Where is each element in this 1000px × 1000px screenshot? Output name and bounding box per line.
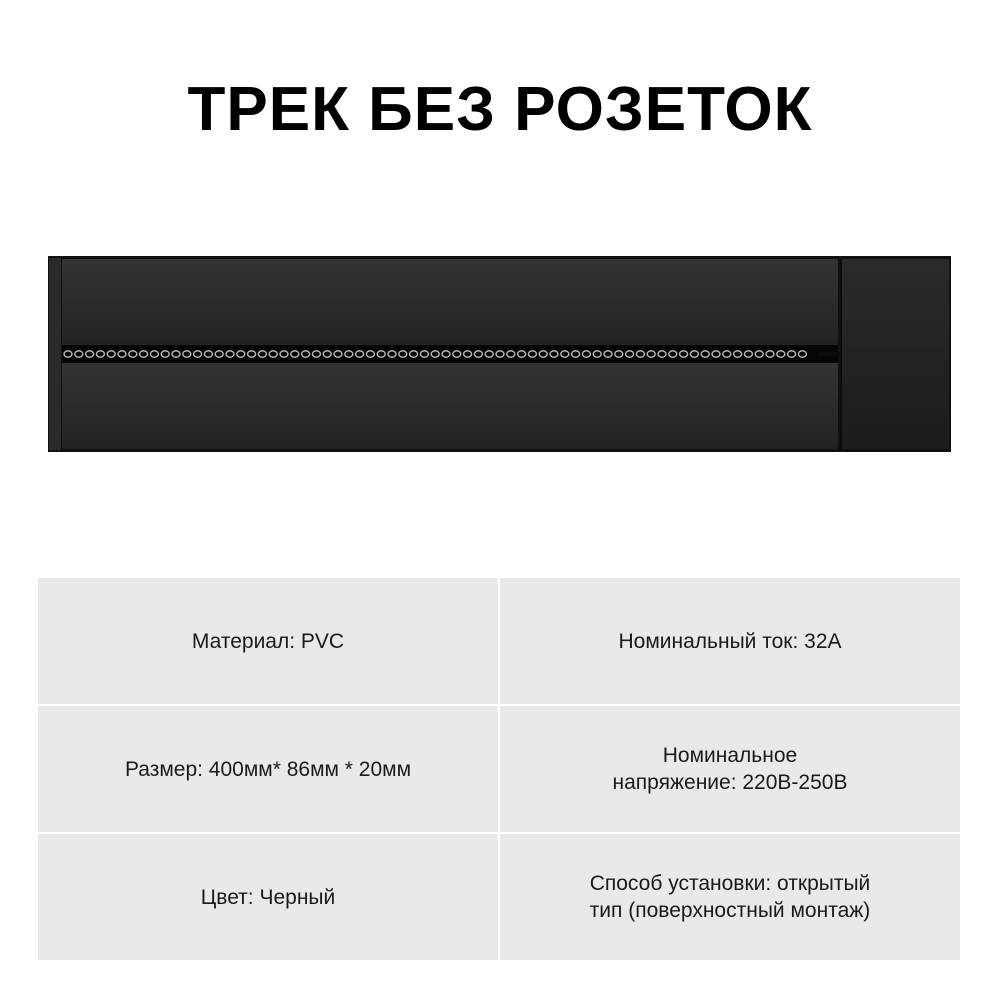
spec-cell-material: Материал: PVC <box>38 578 498 704</box>
track-end-cap <box>841 259 949 449</box>
spec-cell-rated-current: Номинальный ток: 32A <box>500 578 960 704</box>
spec-cell-installation: Способ установки: открытый тип (поверхностный монтаж) <box>500 834 960 960</box>
track-illustration <box>48 256 951 452</box>
spec-cell-rated-voltage: Номинальное напряжение: 220В-250В <box>500 706 960 832</box>
specs-table <box>38 578 960 956</box>
track-left-edge <box>49 258 61 450</box>
spec-cell-color: Цвет: Черный <box>38 834 498 960</box>
spec-cell-size: Размер: 400мм* 86мм * 20мм <box>38 706 498 832</box>
track-lower-body <box>62 363 838 449</box>
product-image-track <box>48 256 951 452</box>
page-title: ТРЕК БЕЗ РОЗЕТОК <box>187 75 813 144</box>
track-upper-body <box>62 259 838 345</box>
